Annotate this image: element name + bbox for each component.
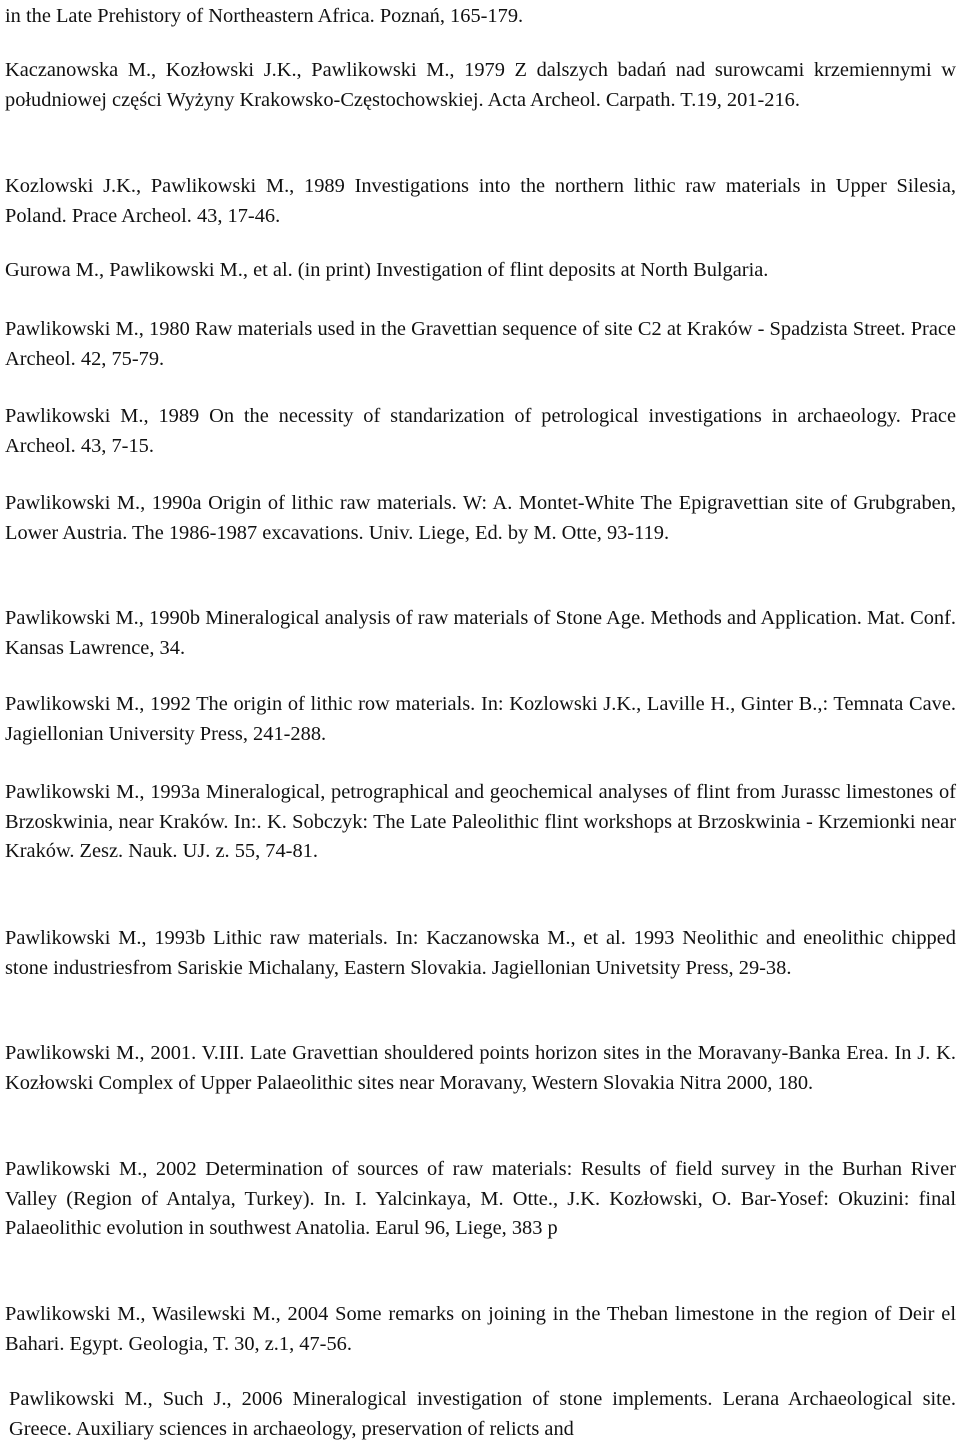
reference-entry: Pawlikowski M., 2002 Determination of sources of raw materials: Results of field survey in the Burhan River Valley (Region of Antalya, Turkey). In. I. Yalcinkaya, M. Otte., J.K. Kozłowski, O. Bar-Yosef: Okuzini: final Palaeolithic evolution in southwest Anatolia. Earul 96, Liege, 383 p xyxy=(5,1158,956,1239)
reference-entry: in the Late Prehistory of Northeastern Africa. Poznań, 165-179. xyxy=(5,5,524,27)
reference-entry: Pawlikowski M., 1992 The origin of lithic row materials. In: Kozlowski J.K., Laville H., Ginter B.,: Temnata Cave. Jagiellonian University Press, 241-288. xyxy=(5,693,956,745)
reference-entry: Pawlikowski M., 1993a Mineralogical, petrographical and geochemical analyses of flint from Jurassc limestones of Brzoskwinia, near Kraków. In:. K. Sobczyk: The Late Paleolithic flint workshops at Brzoskwinia - Krzemionki near Kraków. Zesz. Nauk. UJ. z. 55, 74-81. xyxy=(5,781,956,862)
reference-entry: Pawlikowski M., 1990b Mineralogical analysis of raw materials of Stone Age. Methods and Application. Mat. Conf. Kansas Lawrence, 34. xyxy=(5,607,956,659)
reference-entry: Pawlikowski M., Such J., 2006 Mineralogical investigation of stone implements. Lerana Archaeological site. Greece. Auxiliary sciences in archaeology, preservation of relicts and xyxy=(9,1388,956,1440)
reference-entry: Pawlikowski M., 2001. V.III. Late Gravettian shouldered points horizon sites in the Moravany-Banka Erea. In J. K. Kozłowski Complex of Upper Palaeolithic sites near Moravany, Western Slovakia Nitra 2000, 180. xyxy=(5,1042,956,1094)
reference-entry: Kozlowski J.K., Pawlikowski M., 1989 Investigations into the northern lithic raw materials in Upper Silesia, Poland. Prace Archeol. 43, 17-46. xyxy=(5,175,956,227)
reference-entry: Pawlikowski M., Wasilewski M., 2004 Some remarks on joining in the Theban limestone in the region of Deir el Bahari. Egypt. Geologia, T. 30, z.1, 47-56. xyxy=(5,1303,956,1355)
reference-entry: Pawlikowski M., 1990a Origin of lithic raw materials. W: A. Montet-White The Epigravettian site of Grubgraben, Lower Austria. The 1986-1987 excavations. Univ. Liege, Ed. by M. Otte, 93-119. xyxy=(5,492,956,544)
reference-entry: Gurowa M., Pawlikowski M., et al. (in print) Investigation of flint deposits at North Bulgaria. xyxy=(5,259,769,281)
reference-entry: Pawlikowski M., 1993b Lithic raw materials. In: Kaczanowska M., et al. 1993 Neolithic and eneolithic chipped stone industriesfrom Sariskie Michalany, Eastern Slovakia. Jagiellonian Univetsity Press, 29-38. xyxy=(5,927,956,979)
reference-page xyxy=(5,0,956,1444)
reference-entry: Kaczanowska M., Kozłowski J.K., Pawlikowski M., 1979 Z dalszych badań nad surowcami krzemiennymi w południowej części Wyżyny Krakowsko-Częstochowskiej. Acta Archeol. Carpath. T.19, 201-216. xyxy=(5,59,956,111)
reference-entry: Pawlikowski M., 1989 On the necessity of standarization of petrological investigations in archaeology. Prace Archeol. 43, 7-15. xyxy=(5,405,956,457)
reference-entry: Pawlikowski M., 1980 Raw materials used in the Gravettian sequence of site C2 at Kraków - Spadzista Street. Prace Archeol. 42, 75-79. xyxy=(5,318,956,370)
